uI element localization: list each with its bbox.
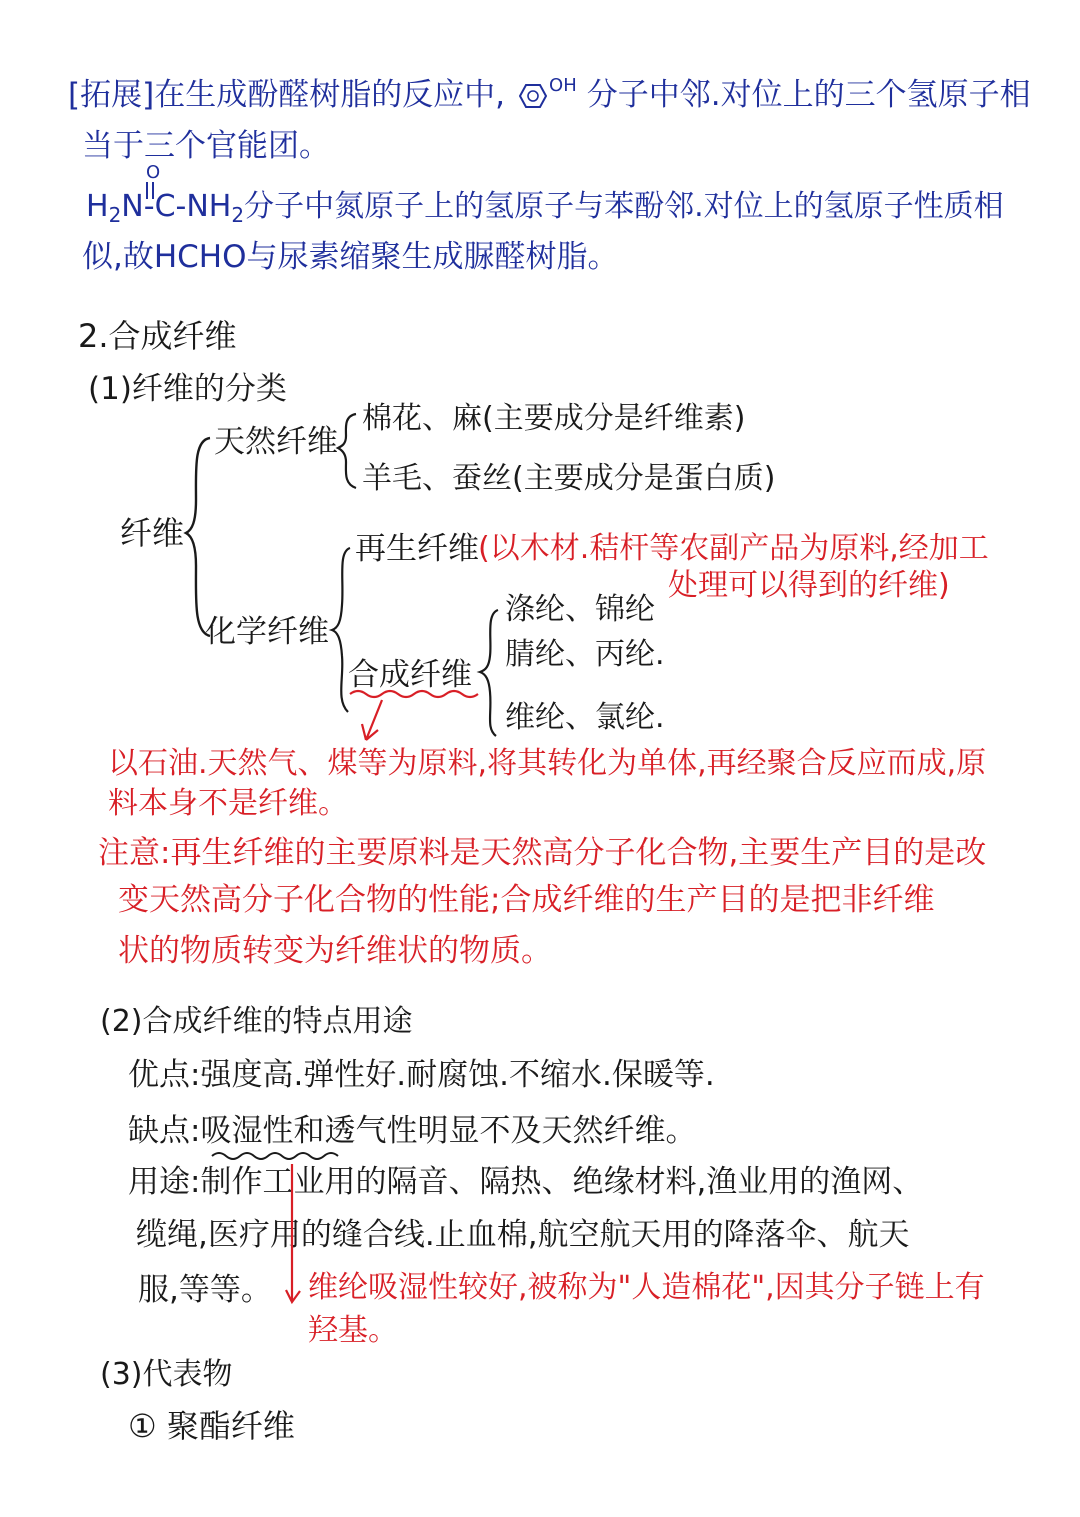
phenol-oh: OH (549, 75, 577, 96)
cons-rest: 和透气性明显不及天然纤维。 (293, 1113, 697, 1149)
synthetic-wavy-underline (350, 691, 478, 697)
synthetic-item-1: 涤纶、锦纶 (505, 592, 655, 627)
vinylon-note-1: 维纶吸湿性较好,被称为"人造棉花",因其分子链上有 (308, 1270, 985, 1305)
vinylon-note-2: 羟基。 (308, 1313, 398, 1348)
natural-fiber: 天然纤维 (214, 424, 338, 460)
reps-title: (3)代表物 (100, 1357, 233, 1392)
synthetic-fiber: 合成纤维 (348, 657, 472, 693)
uses-line-1: 用途:制作工业用的隔音、隔热、绝缘材料,渔业用的渔网、 (128, 1164, 924, 1200)
urea-rest: 分子中氮原子上的氢原子与苯酚邻.对位上的氢原子性质相 (244, 189, 1004, 224)
expansion-line-1-suffix: 分子中邻.对位上的三个氢原子相 (586, 77, 1031, 113)
natural-item-wool: 羊毛、蚕丝(主要成分是蛋白质) (362, 461, 776, 496)
brace-fiber (186, 438, 210, 636)
section-2-sub-1: (1)纤维的分类 (88, 371, 287, 407)
uses-line-2: 缆绳,医疗用的缝合线.止血棉,航空航天用的降落伞、航天 (136, 1217, 910, 1253)
section-2-title: 2.合成纤维 (78, 317, 237, 355)
natural-item-cotton: 棉花、麻(主要成分是纤维素) (362, 401, 746, 436)
pros-line: 优点:强度高.弹性好.耐腐蚀.不缩水.保暖等. (128, 1057, 715, 1093)
regen-note-1: (以木材.秸杆等农副产品为原料,经加工 (478, 531, 989, 566)
regen-fiber: 再生纤维 (355, 531, 479, 567)
brace-natural (338, 414, 356, 488)
cons-wavy-underline (212, 1153, 338, 1159)
synthetic-note-2: 料本身不是纤维。 (108, 786, 348, 821)
expansion-line-2: 当于三个官能团。 (82, 128, 330, 164)
expansion-line-4: 似,故HCHO与尿素缩聚生成脲醛树脂。 (82, 239, 619, 275)
brace-chemical (332, 548, 350, 712)
cons-label: 缺点: (128, 1113, 201, 1149)
urea-mid: N-C-NH (121, 189, 232, 224)
cons-underlined: 吸湿性 (200, 1113, 294, 1149)
synthetic-note-1: 以石油.天然气、煤等为原料,将其转化为单体,再经聚合反应而成,原 (108, 746, 987, 781)
note-line-1: 注意:再生纤维的主要原料是天然高分子化合物,主要生产目的是改 (98, 835, 987, 871)
vinylon-arrow-icon (286, 1164, 300, 1302)
note-line-2: 变天然高分子化合物的性能;合成纤维的生产目的是把非纤维 (118, 882, 935, 918)
synthetic-item-2: 腈纶、丙纶. (505, 637, 665, 672)
uses-line-3: 服,等等。 (138, 1272, 272, 1308)
regen-note-2: 处理可以得到的纤维) (668, 568, 950, 603)
urea-double-bond (147, 182, 153, 199)
brace-synthetic (480, 610, 498, 736)
urea-oxygen: O (146, 162, 161, 183)
fiber-root: 纤维 (120, 514, 185, 552)
urea-h: H (86, 189, 109, 224)
reps-item-1: ① 聚酯纤维 (128, 1407, 295, 1445)
urea-nh2-sub: 2 (231, 203, 245, 227)
synthetic-arrow-icon (362, 700, 382, 740)
note-line-3: 状的物质转变为纤维状的物质。 (118, 933, 552, 969)
features-title: (2)合成纤维的特点用途 (100, 1004, 413, 1039)
synthetic-item-3: 维纶、氯纶. (505, 700, 665, 735)
expansion-line-1-prefix: [拓展]在生成酚醛树脂的反应中, (68, 77, 506, 113)
chemical-fiber: 化学纤维 (205, 614, 329, 650)
urea-h-sub: 2 (108, 203, 122, 227)
